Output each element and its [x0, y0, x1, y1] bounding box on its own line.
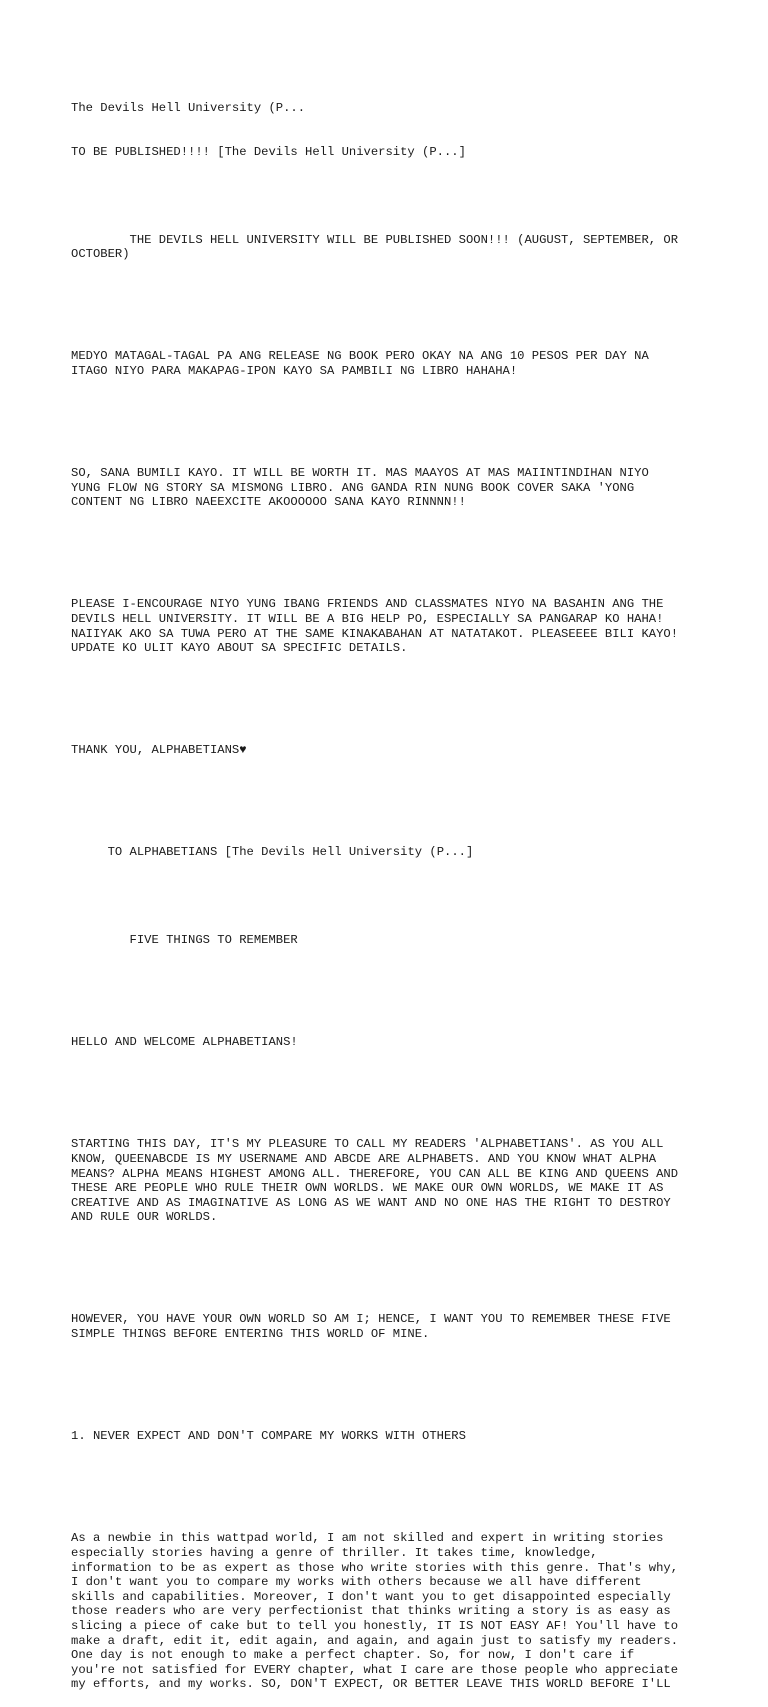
paragraph-encourage: PLEASE I-ENCOURAGE NIYO YUNG IBANG FRIENDS AND CLASSMATES NIYO NA BASAHIN ANG THE DEVILS HELL UNIVERSITY. IT WILL BE A BIG HELP PO, ESPECIALLY SA PANGARAP KO HAHA! NAIIYAK AKO SA TUWA PERO AT THE SAME KINAKABAHAN AT NATATAKOT. PLEASEEEE BILI KAYO! UPDATE KO ULIT KAYO ABOUT SA SPECIFIC DETAILS.	[71, 597, 679, 656]
chapter-subtitle: FIVE THINGS TO REMEMBER	[71, 933, 298, 948]
header-line-2: TO BE PUBLISHED!!!! [The Devils Hell University (P...]	[71, 144, 466, 159]
thank-you-line: THANK YOU, ALPHABETIANS♥	[71, 743, 247, 758]
chapter-title: TO ALPHABETIANS [The Devils Hell University (P...]	[71, 845, 474, 860]
welcome-line: HELLO AND WELCOME ALPHABETIANS!	[71, 1035, 298, 1050]
paragraph-five-things: HOWEVER, YOU HAVE YOUR OWN WORLD SO AM I; HENCE, I WANT YOU TO REMEMBER THESE FIVE SIMPLE THINGS BEFORE ENTERING THIS WORLD OF MINE.	[71, 1312, 671, 1342]
document-page	[71, 72, 711, 1707]
paragraph-release: MEDYO MATAGAL-TAGAL PA ANG RELEASE NG BOOK PERO OKAY NA ANG 10 PESOS PER DAY NA ITAGO NIYO PARA MAKAPAG-IPON KAYO SA PAMBILI NG LIBRO HAHAHA!	[71, 349, 649, 378]
paragraph-newbie: As a newbie in this wattpad world, I am not skilled and expert in writing stories especially stories having a genre of thriller. It takes time, knowledge, information to be as expert as those who write stories with this genre. That's why, I don't want you to compare my works with others because we all have different skills and capabilities. Moreover, I don't want you to get disappointed especially those readers who are very perfectionist that thinks writing a story is as easy as slicing a piece of cake but to tell you honestly, IT IS NOT EASY AF! You'll have to make a draft, edit it, edit again, and again, and again just to satisfy my readers. One day is not enough to make a perfect chapter. So, for now, I don't care if you're not satisfied for EVERY chapter, what I care are those people who appreciate my efforts, and my works. SO, DON'T EXPECT, OR BETTER LEAVE THIS WORLD BEFORE I'LL	[71, 1531, 679, 1692]
rule-1-heading: 1. NEVER EXPECT AND DON'T COMPARE MY WORKS WITH OTHERS	[71, 1429, 466, 1444]
paragraph-alphabetians: STARTING THIS DAY, IT'S MY PLEASURE TO CALL MY READERS 'ALPHABETIANS'. AS YOU ALL KNOW, QUEENABCDE IS MY USERNAME AND ABCDE ARE ALPHABETS. AND YOU KNOW WHAT ALPHA MEANS? ALPHA MEANS HIGHEST AMONG ALL. THEREFORE, YOU CAN ALL BE KING AND QUEENS AND THESE ARE PEOPLE WHO RULE THEIR OWN WORLDS. WE MAKE OUR OWN WORLDS, WE MAKE IT AS CREATIVE AND AS IMAGINATIVE AS LONG AS WE WANT AND NO ONE HAS THE RIGHT TO DESTROY AND RULE OUR WORLDS.	[71, 1137, 679, 1225]
publish-announcement: THE DEVILS HELL UNIVERSITY WILL BE PUBLISHED SOON!!! (AUGUST, SEPTEMBER, OR OCTOBER)	[71, 232, 679, 262]
paragraph-buy-book: SO, SANA BUMILI KAYO. IT WILL BE WORTH IT. MAS MAAYOS AT MAS MAIINTINDIHAN NIYO YUNG FLOW NG STORY SA MISMONG LIBRO. ANG GANDA RIN NUNG BOOK COVER SAKA 'YONG CONTENT NG LIBRO NAEEXCITE AKOOOOOO SANA KAYO RINNNN!!	[71, 466, 649, 510]
header-line-1: The Devils Hell University (P...	[71, 101, 306, 116]
